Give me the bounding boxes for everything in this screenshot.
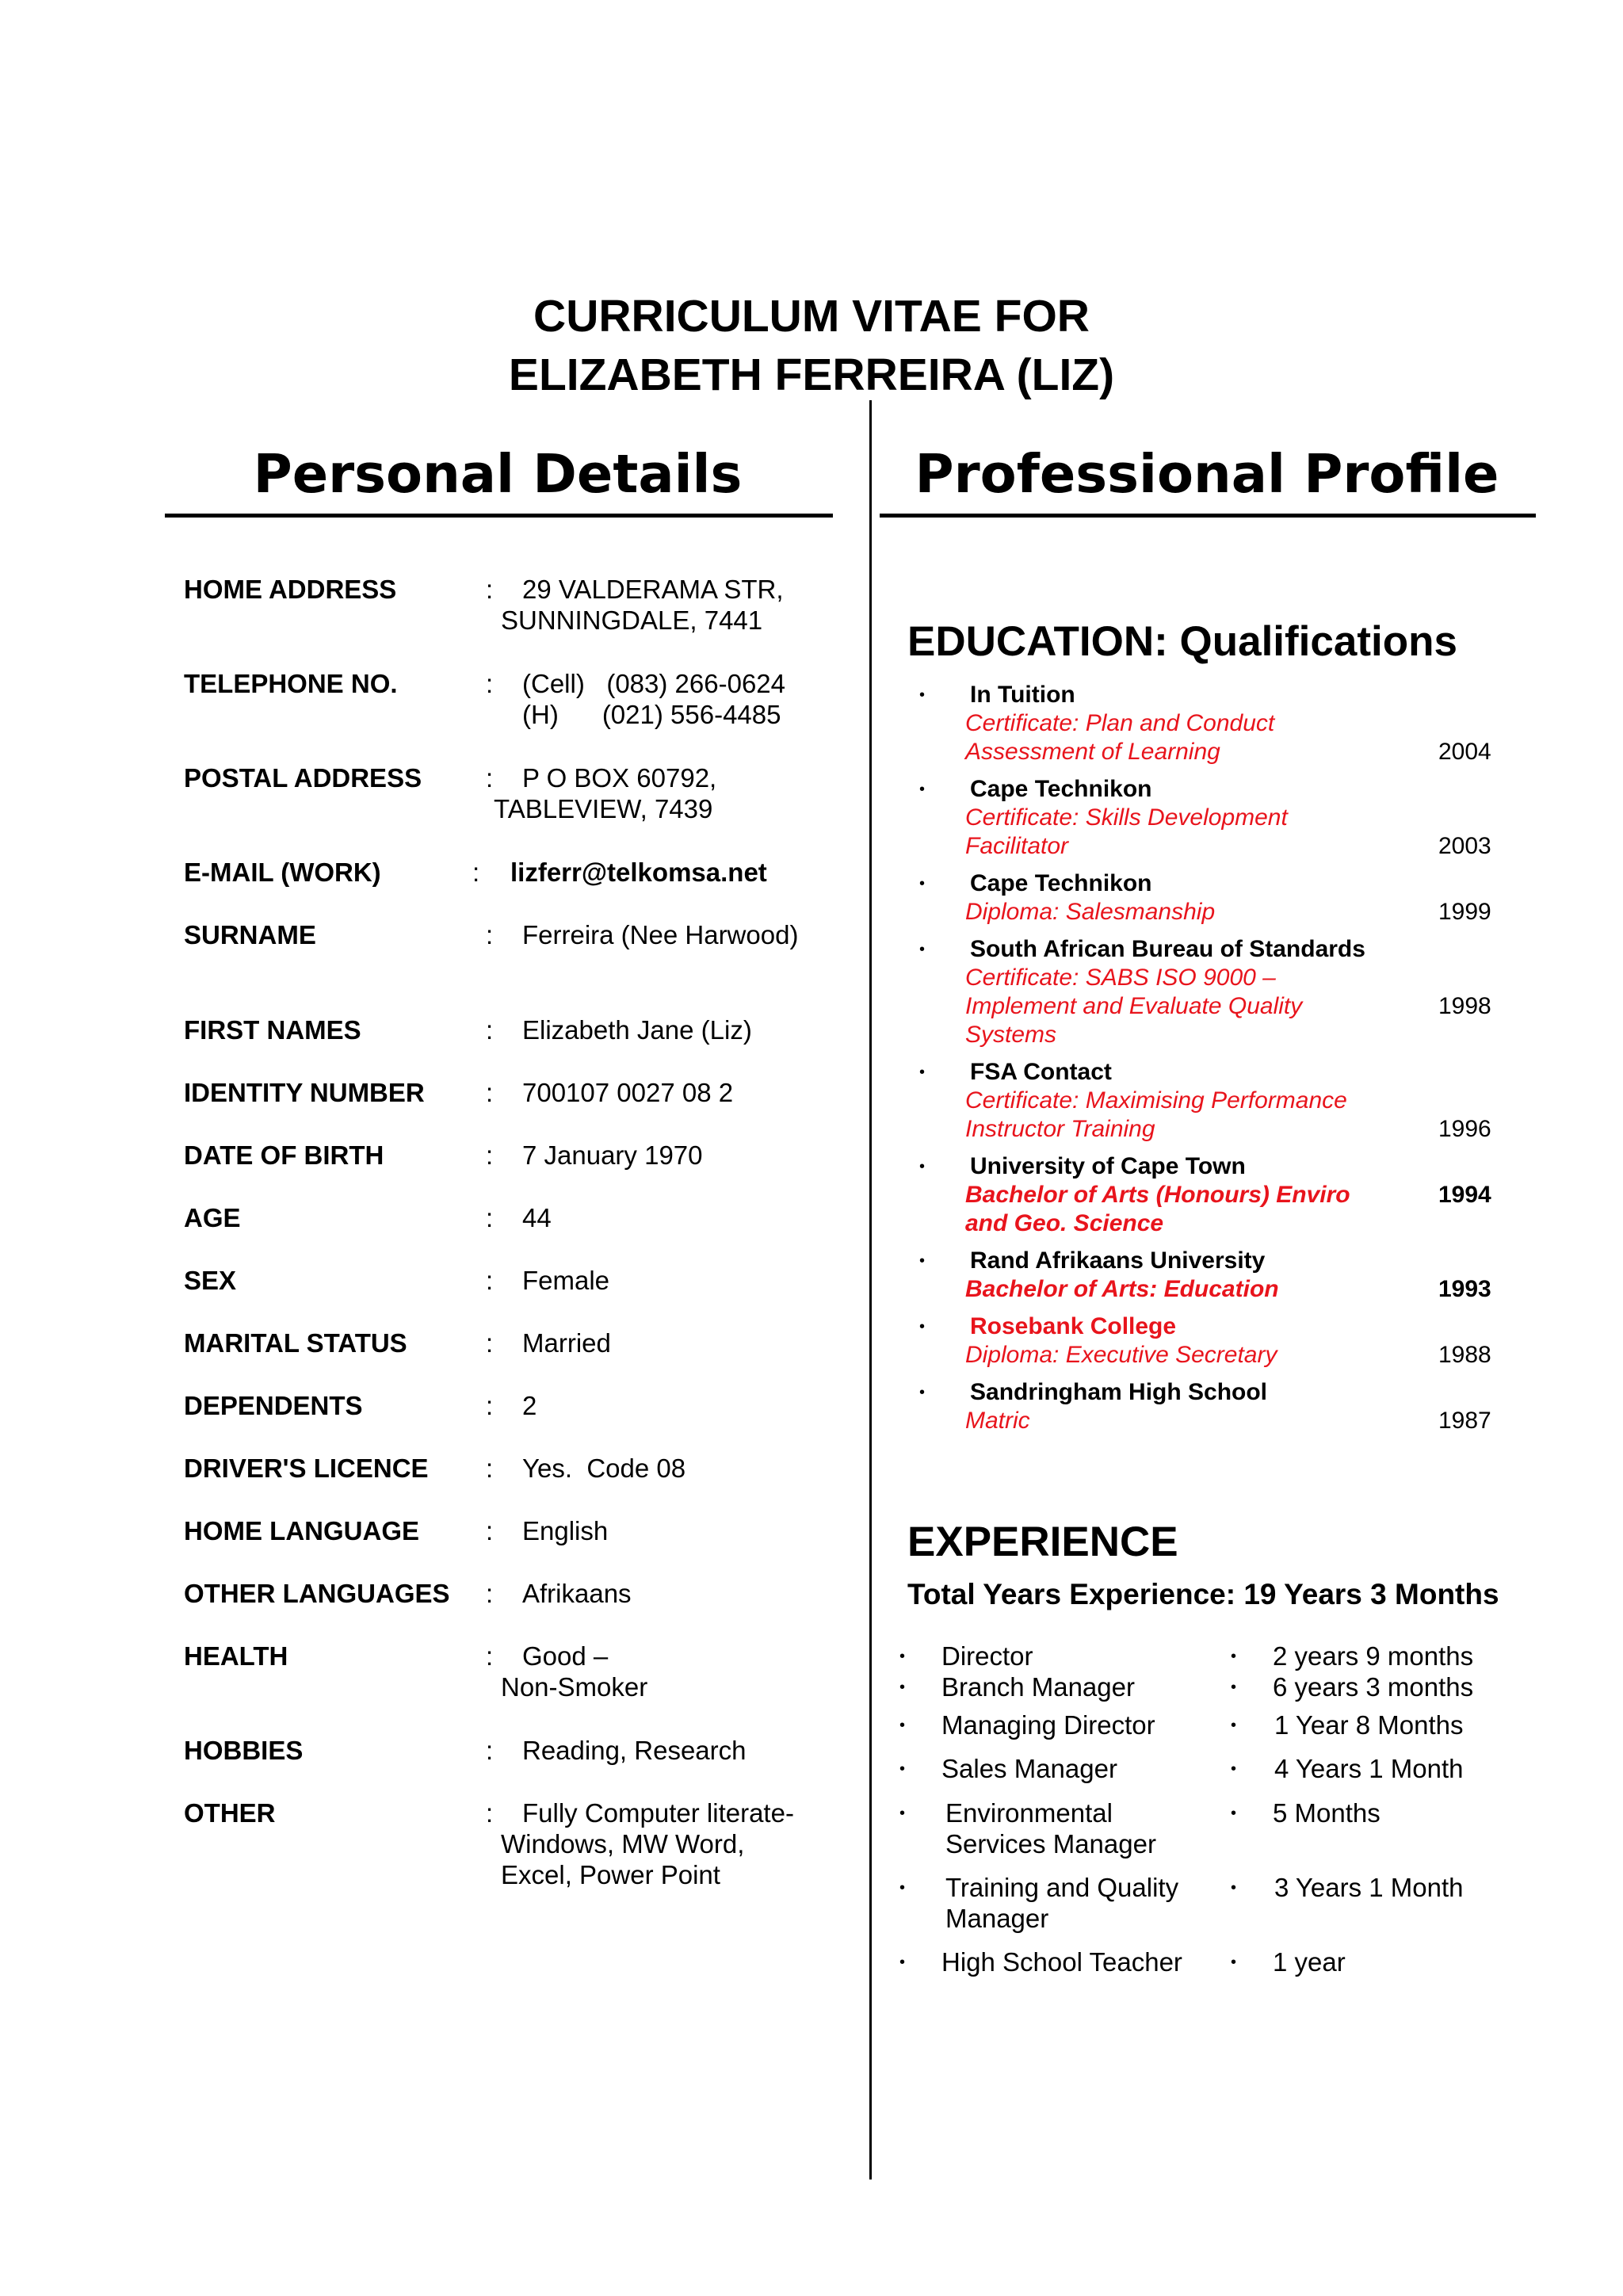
bullet-icon: • xyxy=(1231,1954,1237,1971)
bullet-icon: • xyxy=(899,1760,906,1778)
education-institution: Cape Technikon xyxy=(970,776,1152,802)
field-value-date-of-birth: 7 January 1970 xyxy=(522,1140,703,1170)
education-institution: In Tuition xyxy=(970,682,1075,708)
education-year: 1988 xyxy=(1438,1342,1491,1368)
education-year: 1994 xyxy=(1438,1182,1491,1208)
experience-total: Total Years Experience: 19 Years 3 Months xyxy=(907,1578,1499,1610)
bullet-icon: • xyxy=(899,1879,906,1897)
field-value-other-line3: Excel, Power Point xyxy=(501,1860,720,1889)
education-institution: Rand Afrikaans University xyxy=(970,1247,1266,1274)
education-institution: Rosebank College xyxy=(970,1313,1177,1339)
field-colon: : xyxy=(486,1798,494,1828)
bullet-icon: • xyxy=(919,1158,926,1175)
field-label-health: HEALTH xyxy=(184,1641,288,1671)
field-colon: : xyxy=(486,575,494,604)
field-colon: : xyxy=(486,920,494,949)
field-value-age: 44 xyxy=(522,1203,552,1232)
education-qualification: Implement and Evaluate Quality xyxy=(965,993,1303,1019)
field-value-dependents: 2 xyxy=(522,1391,537,1420)
title-line-2: ELIZABETH FERREIRA (LIZ) xyxy=(508,350,1115,400)
bullet-icon: • xyxy=(899,1717,906,1734)
bullet-icon: • xyxy=(1231,1648,1237,1665)
education-institution: South African Bureau of Standards xyxy=(970,936,1365,962)
experience-role: Managing Director xyxy=(941,1710,1155,1740)
field-value-sex: Female xyxy=(522,1266,610,1295)
bullet-icon: • xyxy=(919,1384,926,1401)
education-institution: Sandringham High School xyxy=(970,1379,1268,1405)
field-colon: : xyxy=(486,1579,494,1608)
experience-role: High School Teacher xyxy=(941,1947,1182,1977)
education-qualification: Certificate: SABS ISO 9000 – xyxy=(965,965,1276,991)
education-qualification: Matric xyxy=(965,1408,1030,1434)
field-value-other-line1: Fully Computer literate- xyxy=(522,1798,794,1828)
field-colon: : xyxy=(486,1736,494,1765)
education-year: 1993 xyxy=(1438,1276,1491,1302)
field-label-sex: SEX xyxy=(184,1266,237,1295)
education-year: 1996 xyxy=(1438,1116,1491,1142)
experience-duration: 3 Years 1 Month xyxy=(1274,1873,1464,1902)
field-label-drivers-licence: DRIVER'S LICENCE xyxy=(184,1454,429,1483)
field-colon: : xyxy=(486,1078,494,1107)
experience-duration: 5 Months xyxy=(1273,1798,1381,1828)
field-value-drivers-licence: Yes. Code 08 xyxy=(522,1454,686,1483)
education-qualification: Systems xyxy=(965,1022,1057,1048)
bullet-icon: • xyxy=(919,1318,926,1335)
field-colon: : xyxy=(486,1328,494,1358)
education-qualification: Instructor Training xyxy=(965,1116,1155,1142)
bullet-icon: • xyxy=(1231,1717,1237,1734)
field-value-other-languages: Afrikaans xyxy=(522,1579,632,1608)
education-qualification: Certificate: Plan and Conduct xyxy=(965,710,1275,736)
title-line-1: CURRICULUM VITAE FOR xyxy=(533,291,1090,342)
field-colon: : xyxy=(486,1015,494,1045)
experience-duration: 2 years 9 months xyxy=(1273,1641,1474,1671)
field-value-postal-line2: TABLEVIEW, 7439 xyxy=(494,794,713,823)
education-year: 2003 xyxy=(1438,833,1491,859)
field-value-other-line2: Windows, MW Word, xyxy=(501,1829,745,1859)
bullet-icon: • xyxy=(919,781,926,798)
field-value-email: lizferr@telkomsa.net xyxy=(510,858,767,887)
field-value-first-names: Elizabeth Jane (Liz) xyxy=(522,1015,752,1045)
education-year: 2004 xyxy=(1438,739,1491,765)
bullet-icon: • xyxy=(1231,1879,1237,1897)
education-qualification: Bachelor of Arts: Education xyxy=(965,1276,1279,1302)
education-year: 1998 xyxy=(1438,993,1491,1019)
education-year: 1999 xyxy=(1438,899,1491,925)
bullet-icon: • xyxy=(919,941,926,958)
field-colon: : xyxy=(486,669,494,698)
field-value-home-language: English xyxy=(522,1516,609,1545)
bullet-icon: • xyxy=(899,1648,906,1665)
field-label-identity-number: IDENTITY NUMBER xyxy=(184,1078,425,1107)
education-institution: Cape Technikon xyxy=(970,870,1152,896)
field-label-marital-status: MARITAL STATUS xyxy=(184,1328,407,1358)
field-value-health-line2: Non-Smoker xyxy=(501,1672,648,1702)
education-institution: FSA Contact xyxy=(970,1059,1112,1085)
field-colon: : xyxy=(486,763,494,793)
bullet-icon: • xyxy=(919,1064,926,1081)
education-qualification: Facilitator xyxy=(965,833,1069,859)
education-qualification: Certificate: Skills Development xyxy=(965,804,1288,831)
experience-role: Director xyxy=(941,1641,1033,1671)
experience-role: Sales Manager xyxy=(941,1754,1117,1783)
experience-role: Branch Manager xyxy=(941,1672,1135,1702)
field-label-telephone: TELEPHONE NO. xyxy=(184,669,398,698)
professional-profile-heading: Professional Profile xyxy=(915,443,1499,505)
experience-role: Environmental xyxy=(945,1798,1113,1828)
field-label-age: AGE xyxy=(184,1203,241,1232)
field-colon: : xyxy=(486,1140,494,1170)
bullet-icon: • xyxy=(899,1954,906,1971)
bullet-icon: • xyxy=(919,1252,926,1270)
education-institution: University of Cape Town xyxy=(970,1153,1246,1179)
field-colon: : xyxy=(486,1266,494,1295)
field-value-telephone-cell: (Cell) (083) 266-0624 xyxy=(522,669,785,698)
field-label-email: E-MAIL (WORK) xyxy=(184,858,381,887)
experience-duration: 6 years 3 months xyxy=(1273,1672,1474,1702)
field-label-other: OTHER xyxy=(184,1798,276,1828)
bullet-icon: • xyxy=(1231,1760,1237,1778)
bullet-icon: • xyxy=(899,1805,906,1822)
field-label-home-language: HOME LANGUAGE xyxy=(184,1516,419,1545)
bullet-icon: • xyxy=(1231,1805,1237,1822)
field-value-hobbies: Reading, Research xyxy=(522,1736,747,1765)
field-value-health-line1: Good – xyxy=(522,1641,609,1671)
field-value-surname: Ferreira (Nee Harwood) xyxy=(522,920,799,949)
education-year: 1987 xyxy=(1438,1408,1491,1434)
experience-role: Manager xyxy=(945,1904,1049,1933)
professional-profile-rule xyxy=(880,514,1536,518)
field-value-home-address-line1: 29 VALDERAMA STR, xyxy=(522,575,784,604)
experience-duration: 1 Year 8 Months xyxy=(1274,1710,1464,1740)
personal-details-rule xyxy=(165,514,833,518)
field-value-telephone-home: (H) (021) 556-4485 xyxy=(522,700,781,729)
field-label-postal-address: POSTAL ADDRESS xyxy=(184,763,422,793)
bullet-icon: • xyxy=(919,875,926,892)
bullet-icon: • xyxy=(899,1679,906,1696)
field-colon: : xyxy=(486,1454,494,1483)
education-qualification: Diploma: Executive Secretary xyxy=(965,1342,1277,1368)
bullet-icon: • xyxy=(919,686,926,704)
education-qualification: Certificate: Maximising Performance xyxy=(965,1087,1347,1114)
field-label-first-names: FIRST NAMES xyxy=(184,1015,361,1045)
field-value-postal-line1: P O BOX 60792, xyxy=(522,763,717,793)
field-colon: : xyxy=(472,858,480,887)
experience-heading: EXPERIENCE xyxy=(907,1519,1178,1565)
experience-duration: 1 year xyxy=(1273,1947,1346,1977)
experience-role: Services Manager xyxy=(945,1829,1156,1859)
field-colon: : xyxy=(486,1203,494,1232)
field-value-home-address-line2: SUNNINGDALE, 7441 xyxy=(501,606,763,635)
field-colon: : xyxy=(486,1641,494,1671)
education-qualification: Bachelor of Arts (Honours) Enviro xyxy=(965,1182,1350,1208)
column-divider xyxy=(869,400,872,2179)
education-heading: EDUCATION: Qualifications xyxy=(907,618,1457,665)
field-value-marital-status: Married xyxy=(522,1328,611,1358)
personal-details-heading: Personal Details xyxy=(253,443,743,505)
education-qualification: Assessment of Learning xyxy=(965,739,1220,765)
experience-duration: 4 Years 1 Month xyxy=(1274,1754,1464,1783)
document-title xyxy=(0,287,1623,404)
field-label-surname: SURNAME xyxy=(184,920,316,949)
education-qualification: Diploma: Salesmanship xyxy=(965,899,1216,925)
education-qualification: and Geo. Science xyxy=(965,1210,1164,1236)
field-colon: : xyxy=(486,1516,494,1545)
field-label-hobbies: HOBBIES xyxy=(184,1736,304,1765)
experience-role: Training and Quality xyxy=(945,1873,1179,1902)
field-colon: : xyxy=(486,1391,494,1420)
field-value-identity-number: 700107 0027 08 2 xyxy=(522,1078,734,1107)
field-label-date-of-birth: DATE OF BIRTH xyxy=(184,1140,384,1170)
field-label-other-languages: OTHER LANGUAGES xyxy=(184,1579,450,1608)
field-label-dependents: DEPENDENTS xyxy=(184,1391,363,1420)
bullet-icon: • xyxy=(1231,1679,1237,1696)
field-label-home-address: HOME ADDRESS xyxy=(184,575,397,604)
